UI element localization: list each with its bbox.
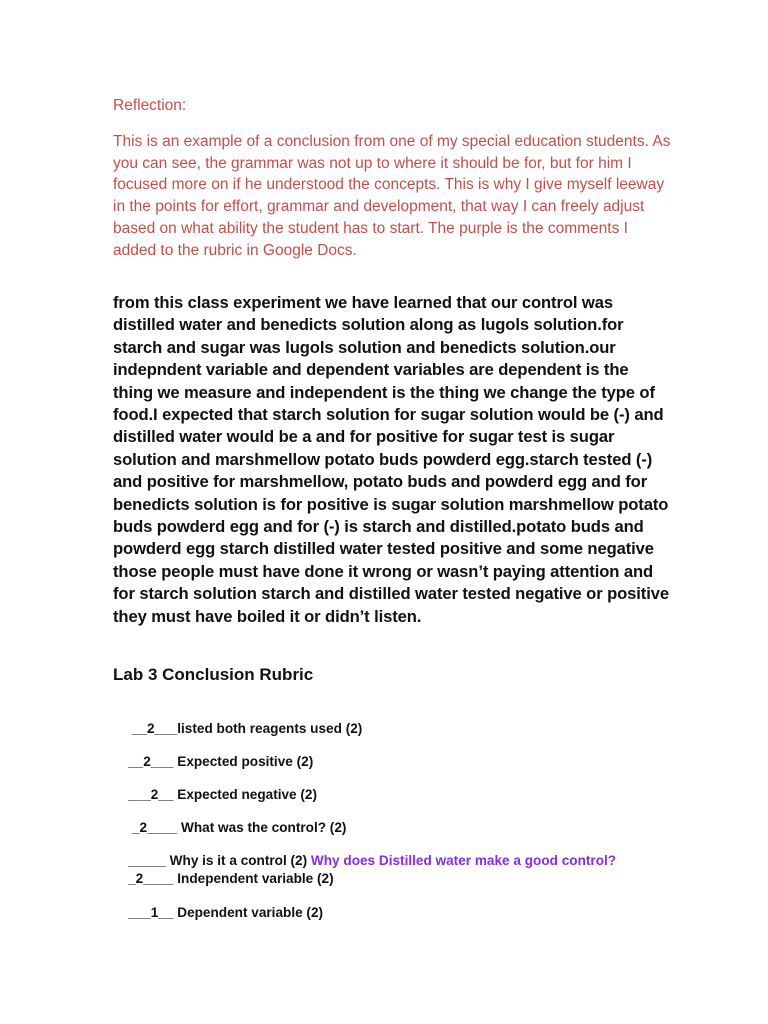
student-conclusion-paragraph: from this class experiment we have learned that our control was distilled water and benedicts solution along as lugols solution.for starch and sugar was lugols solution and benedicts solution.our indepndent variable and dependent variables are dependent is the thing we measure and independent is the thing we change the type of food.I expected that starch solution for sugar solution would be (-) and distilled water would be a and for positive for sugar test is sugar solution and marshmellow potato buds powderd egg.starch tested (-) and positive for marshmellow, potato buds and powderd egg and for benedicts solution is for positive is sugar solution marshmellow potato buds powderd egg and for (-) is starch and distilled.potato buds and powderd egg starch distilled water tested positive and some negative those people must have done it wrong or wasn’t paying attention and for starch solution starch and distilled water tested negative or positive they must have boiled it or didn’t listen. (113, 293, 669, 626)
rubric-item-text: __2___listed both reagents used (2) (128, 721, 363, 736)
teacher-comment: Why does Distilled water make a good control? (310, 853, 617, 868)
rubric-item (113, 886, 323, 940)
reflection-heading: Reflection: (113, 97, 187, 114)
reflection-paragraph: This is an example of a conclusion from one of my special education students. As you can see, the grammar was not up to where it should be for, but for him I focused more on if he understood the concepts. This is why I give myself leeway in the points for effort, grammar and development, that way I can freely adjust based on what ability the student has to start. The purple is the comments I added to the rubric in Google Docs. (113, 133, 671, 259)
rubric-item-text: _2____ Independent variable (2) (128, 871, 334, 886)
rubric-item-text: _____ Why is it a control (2) (128, 853, 311, 868)
rubric-item-text: ___2__ Expected negative (2) (128, 787, 318, 802)
rubric-title: Lab 3 Conclusion Rubric (113, 665, 314, 684)
rubric-item-text: _2____ What was the control? (2) (128, 820, 347, 835)
rubric-item-text: ___1__ Dependent variable (2) (128, 905, 324, 920)
rubric-item-text: __2___ Expected positive (2) (128, 754, 314, 769)
